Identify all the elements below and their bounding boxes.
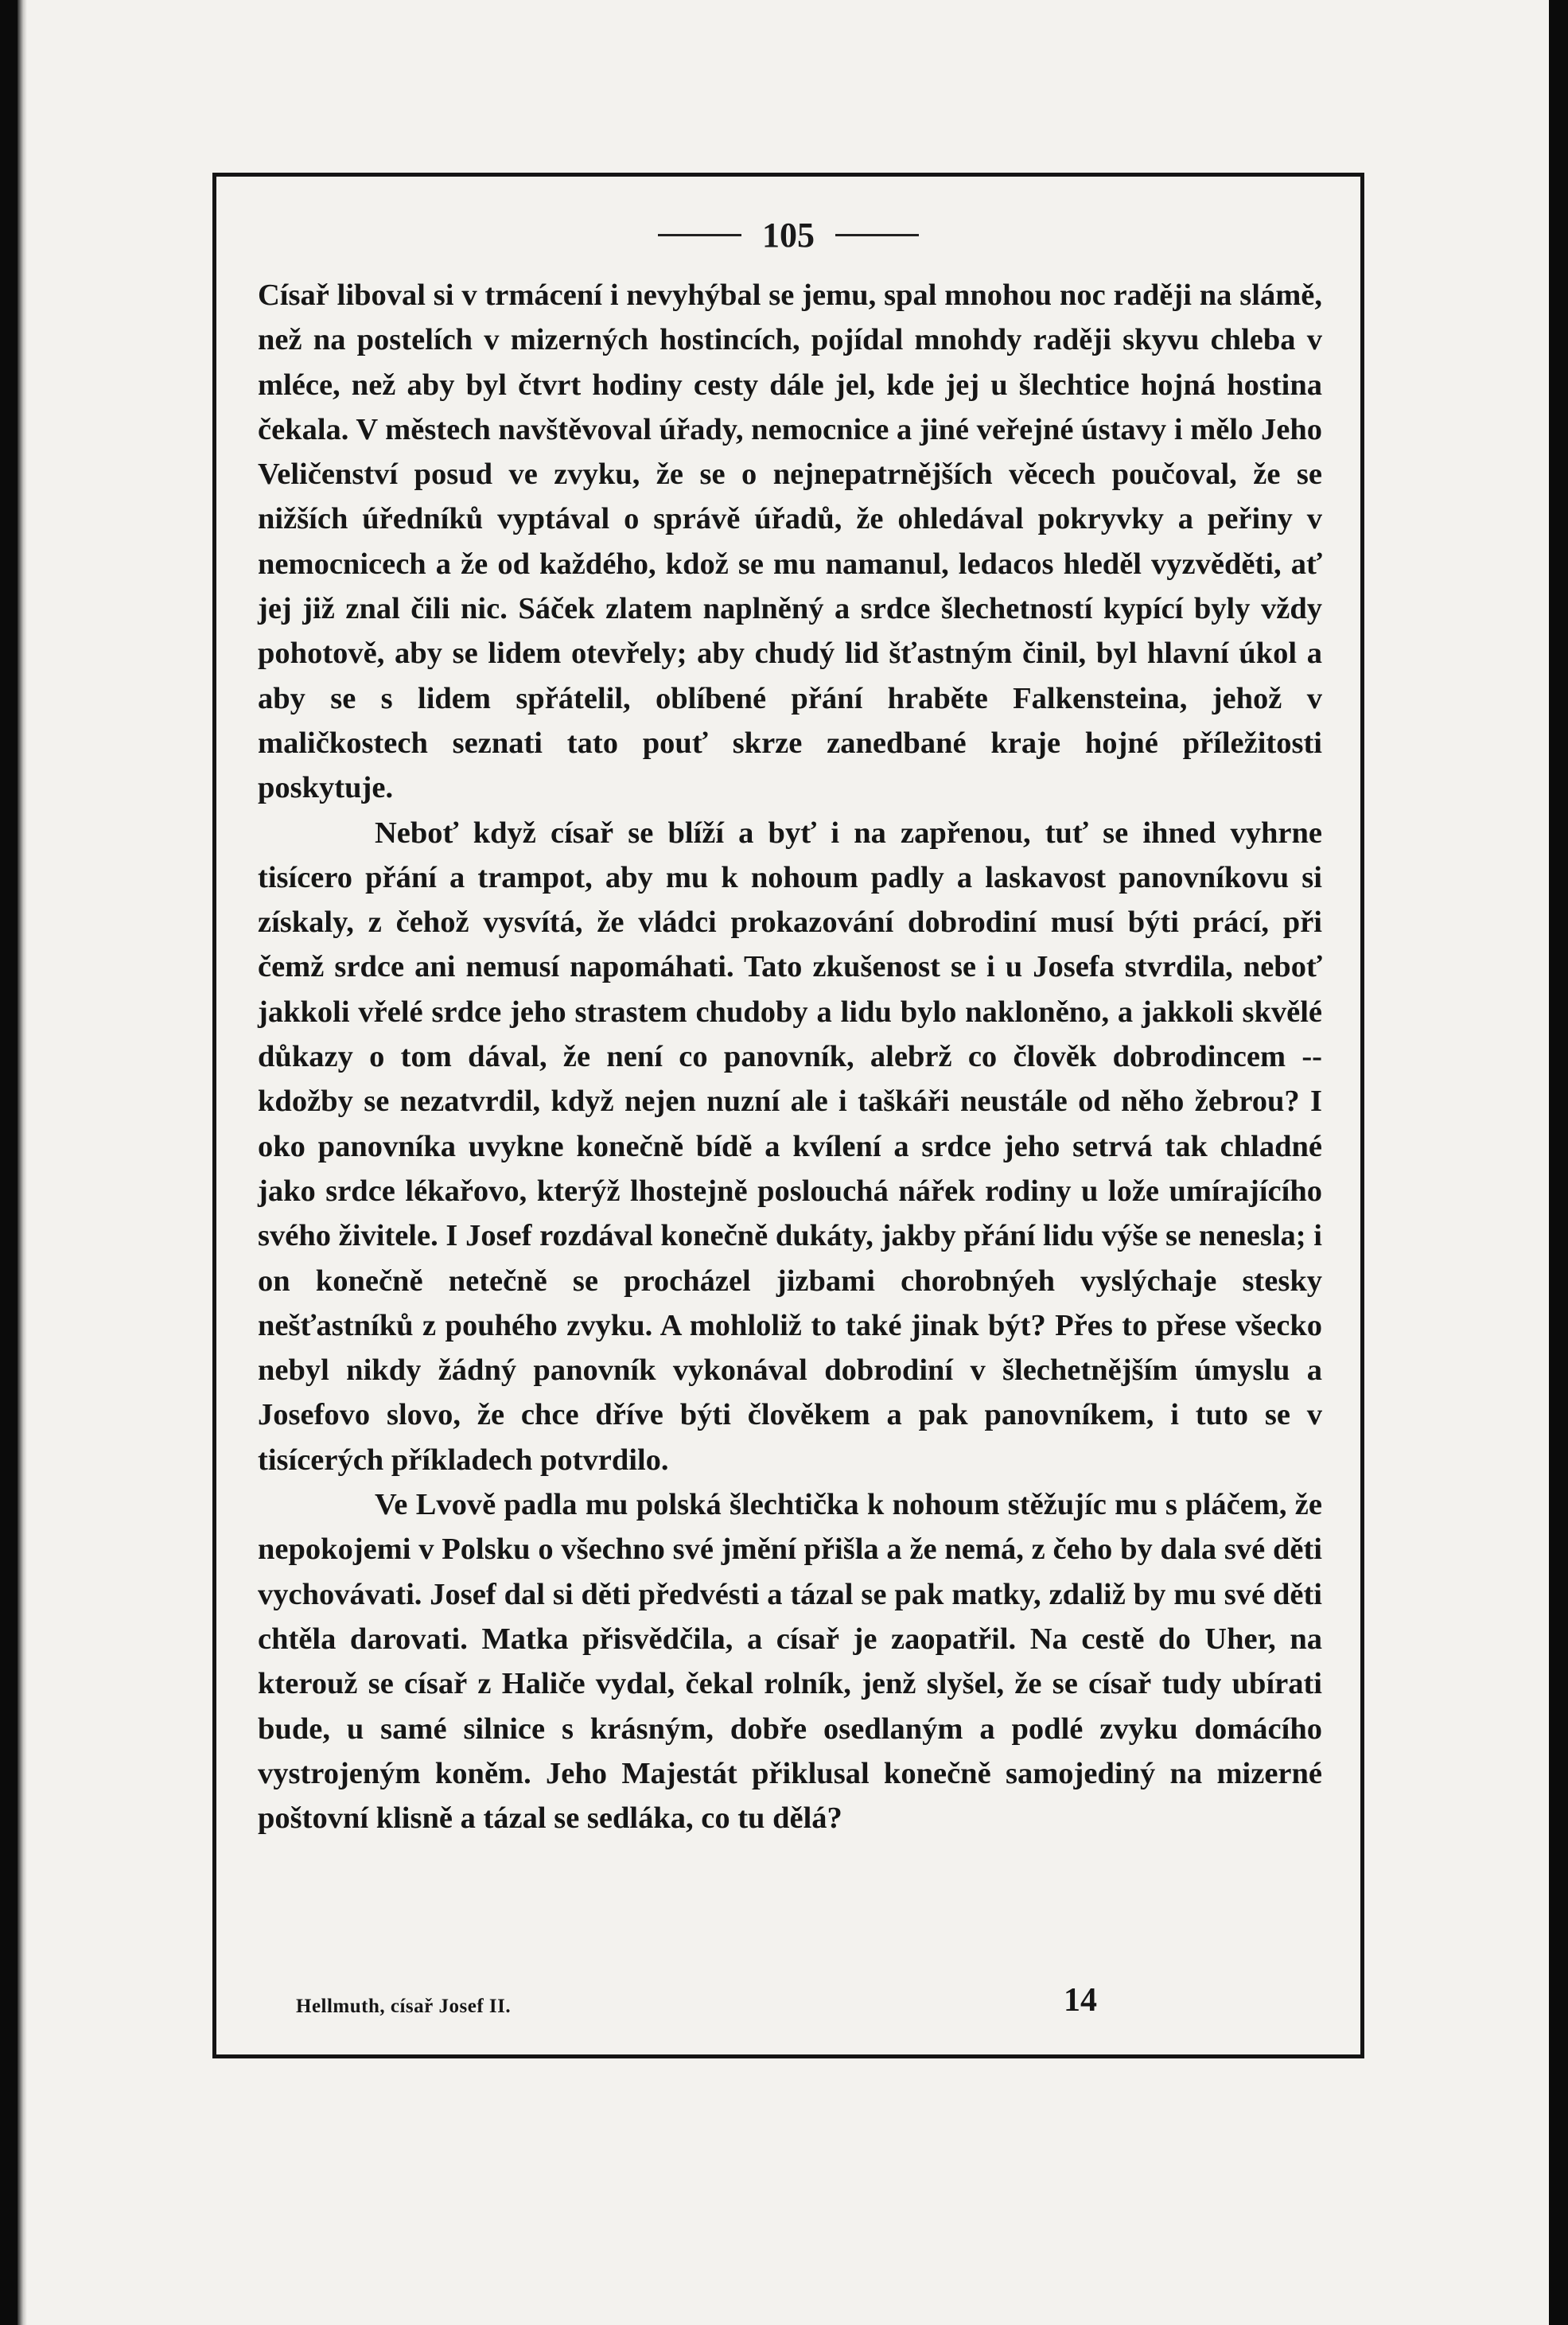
page-frame — [212, 173, 1364, 2058]
header-rule-right — [835, 234, 919, 236]
footer-signature: Hellmuth, císař Josef II. — [296, 1996, 512, 2017]
book-page — [18, 0, 1549, 2325]
page-number: 105 — [762, 216, 815, 255]
header-rule-left — [658, 234, 741, 236]
page-header — [216, 215, 1360, 271]
page-footer — [258, 1981, 1322, 2029]
paragraph-1: Císař liboval si v trmácení i nevyhýbal se jemu, spal mnohou noc raději na slámě, než na postelích v mizerných hostincích, pojídal mnohdy raději skyvu chleba v mléce, než aby byl čtvrt hodiny cesty dále jel, kde jej u šlechtice hojná hostina čekala. V městech navštěvoval úřady, nemocnice a jiné veřejné ústavy i mělo Jeho Veličenství posud ve zvyku, že se o nejnepatrnějších věcech poučoval, že se nižších úředníků vyptával o správě úřadů, že ohledával pokryvky a peřiny v nemocnicech a že od každého, kdož se mu namanul, ledacos hleděl vyzvěděti, ať jej již znal čili nic. Sáček zlatem naplněný a srdce šlechetností kypící byly vždy pohotově, aby se lidem otevřely; aby chudý lid šťastným činil, byl hlavní úkol a aby se s lidem spřátelil, oblíbené přání hraběte Falkensteina, jehož v maličkostech seznati tato pouť skrze zanedbané kraje hojné příležitosti poskytuje. — [258, 278, 1322, 805]
paragraph-2: Neboť když císař se blíží a byť i na zapřenou, tuť se ihned vyhrne tisícero přání a trampot, aby mu k nohoum padly a laskavost panovníkovu si získaly, z čehož vysvítá, že vládci prokazování dobrodiní musí býti prácí, při čemž srdce ani nemusí napomáhati. Tato zkušenost se i u Josefa stvrdila, neboť jakkoli vřelé srdce jeho strastem chudoby a lidu bylo nakloněno, a jakkoli skvělé důkazy o tom dával, že není co panovník, alebrž co člověk dobrodincem -- kdožby se nezatvrdil, když nejen nuzní ale i taškáři neustále od něho žebrou? I oko panovníka uvykne konečně bídě a kvílení a srdce jeho setrvá tak chladné jako srdce lékařovo, kterýž lhostejně poslouchá nářek rodiny u lože umírajícího svého živitele. I Josef rozdával konečně dukáty, jakby přání lidu výše se nenesla; i on konečně netečně se procházel jizbami chorobnýeh vyslýchaje stesky nešťastníků z pouhého zvyku. A mohloliž to také jinak být? Přes to přese všecko nebyl nikdy žádný panovník vykonával dobrodiní v šlechetnějším úmyslu a Josefovo slovo, že chce dříve býti člověkem a pak panovníkem, i tuto se v tisícerých příkladech potvrdilo. — [258, 816, 1322, 1477]
body-text — [258, 273, 1322, 1840]
binding-shadow — [18, 0, 27, 2325]
paragraph-3: Ve Lvově padla mu polská šlechtička k nohoum stěžujíc mu s pláčem, že nepokojemi v Polsku o všechno své jmění přišla a že nemá, z čeho by dala své děti vychovávati. Josef dal si děti předvésti a tázal se pak matky, zdaliž by mu své děti chtěla darovati. Matka přisvědčila, a císař je zaopatřil. Na cestě do Uher, na kterouž se císař z Haliče vydal, čekal rolník, jenž slyšel, že se císař tudy ubírati bude, u samé silnice s krásným, dobře osedlaným a podlé zvyku domácího vystrojeným koněm. Jeho Majestát přiklusal konečně samojediný na mizerné poštovní klisně a tázal se sedláka, co tu dělá? — [258, 1488, 1322, 1836]
sheet-mark: 14 — [1064, 1982, 1097, 2019]
